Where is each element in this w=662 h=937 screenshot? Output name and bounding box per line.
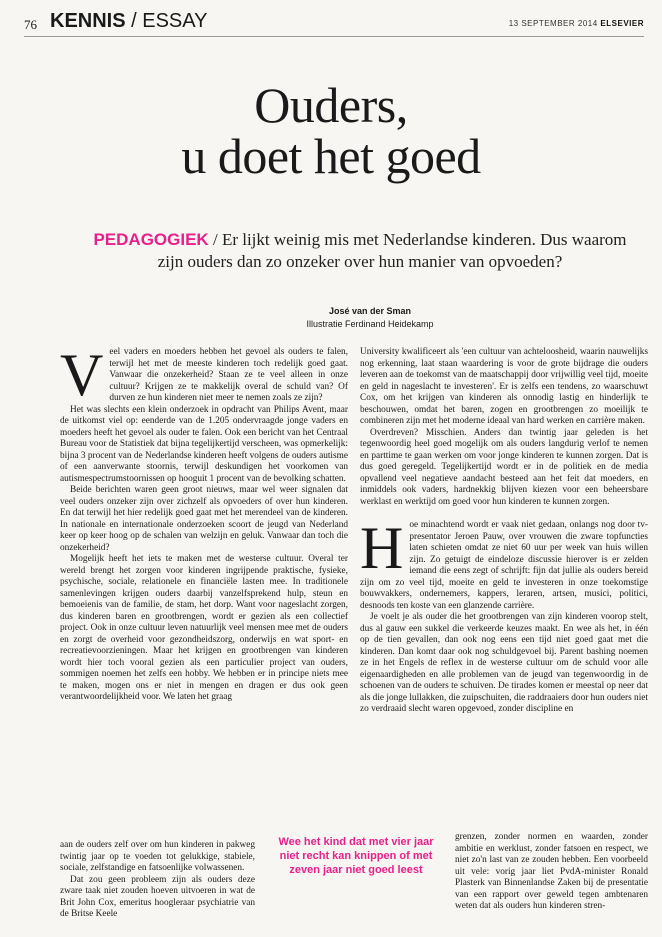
page-number: 76 [24,17,37,32]
paragraph [60,342,348,408]
left-column [60,342,348,704]
publication-name: ELSEVIER [600,19,644,28]
paragraph: University kwalificeert als 'een cultuur van achteloosheid, waarin nauwelijks nog erkenning, laat staan waardering is voor de grote bijdrage die ouders leveren aan de toekomst van de maatschappij door vrijwillig veel tijd, moeite en geld in nageslacht te investeren'. Er is zelfs een tendens, zo waarschuwt Cox, om het krijgen van kinderen als onnodig lastig en hinderlijk te beschouwen, omdat het baren, zogen en grootbrengen zo moeilijk te combineren zijn met het moderne ideaal van hard werken en carrière maken. [360,347,648,426]
paragraph: Mogelijk heeft het iets te maken met de westerse cultuur. Overal ter wereld brengt het zorgen voor kinderen ingrijpende praktische, fysieke, psychische, sociale, relationele en financiële lasten mee. In traditionele samenlevingen krijgen ouders daarbij vanzelfsprekend hulp, steun en bemoeienis van de familie, de stam, het dorp. Want voor nageslacht zorgen, dus kinderen baren en grootbrengen, wordt er gezien als een collectief project. Ook in onze cultuur leven natuurlijk veel mensen mee met de ouders en zorgt de overheid voor gezondheidszorg, onderwijs en wat sport- en recreatievoorzieningen. Maar het krijgen en grootbrengen van kinderen wordt hier toch vooral gezien als een particulier project van ouders, sommigen noemen het zelfs een hobby. We hebben er in principe niets mee te maken, mogen ons er niet in mengen en dragen er dus ook geen verantwoordelijkheid voor. We laten het graag [60,554,348,702]
paragraph-text: eel vaders en moeders hebben het gevoel als ouders te falen, terwijl het met de meeste kinderen toch redelijk goed gaat. Vanwaar die onzekerheid? Staan ze te veel alleen in onze cultuur? Krijgen ze te makkelijk overal de schuld van? Of durven ze hun kinderen niet meer te nemen zoals ze zijn? [109,347,348,403]
header-divider [24,36,644,37]
title-line-1: Ouders, [254,77,408,133]
right-column [360,347,648,716]
author-name: José van der Sman [328,306,412,316]
issue-date-line [509,19,644,28]
paragraph: aan de ouders zelf over om hun kinderen in pakweg twintig jaar op te voeden tot gelukkige, stabiele, sociale, zelfstandige en fatsoenlijke volwassenen. [60,840,255,873]
left-column-tail [60,840,255,921]
right-column-tail: grenzen, zonder normen en waarden, zonder ambitie en werklust, zonder fatsoen en respect, we niet zo'n last van ze zouden hebben. Een voorbeeld uit vele: vorig jaar liet PvdA-minister Ronald Plasterk van Binnenlandse Zaken bij de presentatie van een rapport over geweld tegen ambtenaren weten dat als ouders hun kinderen stren- [455,832,648,911]
article-kicker [80,229,640,273]
kicker-text: / Er lijkt weinig mis met Nederlandse kinderen. Dus waarom zijn ouders dan zo onzeker over hun manier van opvoeden? [157,230,627,271]
section-name: KENNIS [50,10,126,32]
article-title [0,77,662,184]
paragraph-text: oe minachtend wordt er vaak niet gedaan, onlangs nog door tv-presentator Jeroen Pauw, over vrouwen die zware topfuncties laten schieten omdat ze niet 60 uur per week van huis willen zijn. Zo getuigt de eindeloze discussie hierover is er zelden iemand die eens zegt of schrijft: fijn dat jullie als ouders bereid zijn om zo veel tijd, moeite en geld te investeren in onze toekomstige bouwvakkers, ondernemers, kappers, leraren, artsen, musici, politici, desnoods ten koste van een glanzende carrière. [360,520,648,611]
section-subname: ESSAY [142,10,208,32]
section-separator: / [125,10,143,32]
byline [200,305,540,331]
drop-cap: V [60,342,104,408]
paragraph: Het was slechts een klein onderzoek in opdracht van Philips Avent, maar de uitkomst viel op: eenderde van de 1.205 ondervraagde jonge vaders en moeders heeft het gevoel als ouder te falen. Ook een bericht van het Centraal Bureau voor de Statistiek dat bijna tegelijkertijd verscheen, was opmerkelijk: bijna 3 procent van de Nederlandse kinderen heeft volgens de ouders autisme of een aanverwante stoornis, terwijl deskundigen het voorkomen van autismespectrumstoornissen op hooguit 1 procent van de bevolking schatten. [60,404,348,484]
paragraph: Je voelt je als ouder die het grootbrengen van zijn kinderen voorop stelt, dus al gauw een sukkel die verkeerde keuzes maakt. En wee als het, in één op de tien gevallen, dan ook nog eens een tijd niet goed gaat met die kinderen. Dan komt daar ook nog schuldgevoel bij. Parent bashing noemen ze in het Engels de reflex in de westerse cultuur om de schuld voor alle eigenaardigheden en alle problemen van de jeugd van tegenwoordig in de schoenen van de ouders te schuiven. De tirades komen er meestal op neer dat als die jonge lullakken, die zuipschuiten, die raddraaiers door hun ouders niet zo verdraaid slecht waren opgevoed, zonder discipline en [360,612,648,714]
illustrator-credit: Illustratie Ferdinand Heidekamp [306,319,434,329]
drop-cap: H [360,515,404,581]
paragraph: Beide berichten waren geen groot nieuws, maar wel weer signalen dat veel ouders onzeker zijn over zichzelf als opvoeders of over hun kinderen. En dat terwijl het hier redelijk goed gaat met het merendeel van de kinderen. In nationale en internationale onderzoeken scoort de jeugd van Nederland keer op keer hoog op de schalen van welzijn en geluk. Vanwaar dan toch die onzekerheid? [60,485,348,553]
paragraph [360,515,648,612]
title-line-2: u doet het goed [181,128,481,184]
paragraph: Dat zou geen probleem zijn als ouders deze zware taak niet zouden hoeven uitvoeren in wat de Brit John Cox, emeritus hoogleraar psychiatrie van de Britse Keele [60,874,255,919]
paragraph: Overdreven? Misschien. Anders dan twintig jaar geleden is het tegenwoordig heel goed mogelijk om als ouders langdurig verlof te nemen en parttime te gaan werken om voor jonge kinderen te kunnen zorgen. Dat is dus goed geregeld. Tegelijkertijd wordt er in de politiek en de media opvallend veel negatieve aandacht besteed aan het feit dat moeders, en inmiddels ook vaders, hardnekkig blijven kiezen voor een beheersbare werklast en werktijd om goed voor hun kinderen te kunnen zorgen. [360,427,648,507]
section-label [50,10,207,33]
kicker-tag: PEDAGOGIEK [93,230,209,249]
page-header [24,10,644,36]
pull-quote: Wee het kind dat met vier jaar niet recht kan knippen of met zeven jaar niet goed leest [278,836,434,876]
issue-date: 13 SEPTEMBER 2014 [508,19,598,28]
